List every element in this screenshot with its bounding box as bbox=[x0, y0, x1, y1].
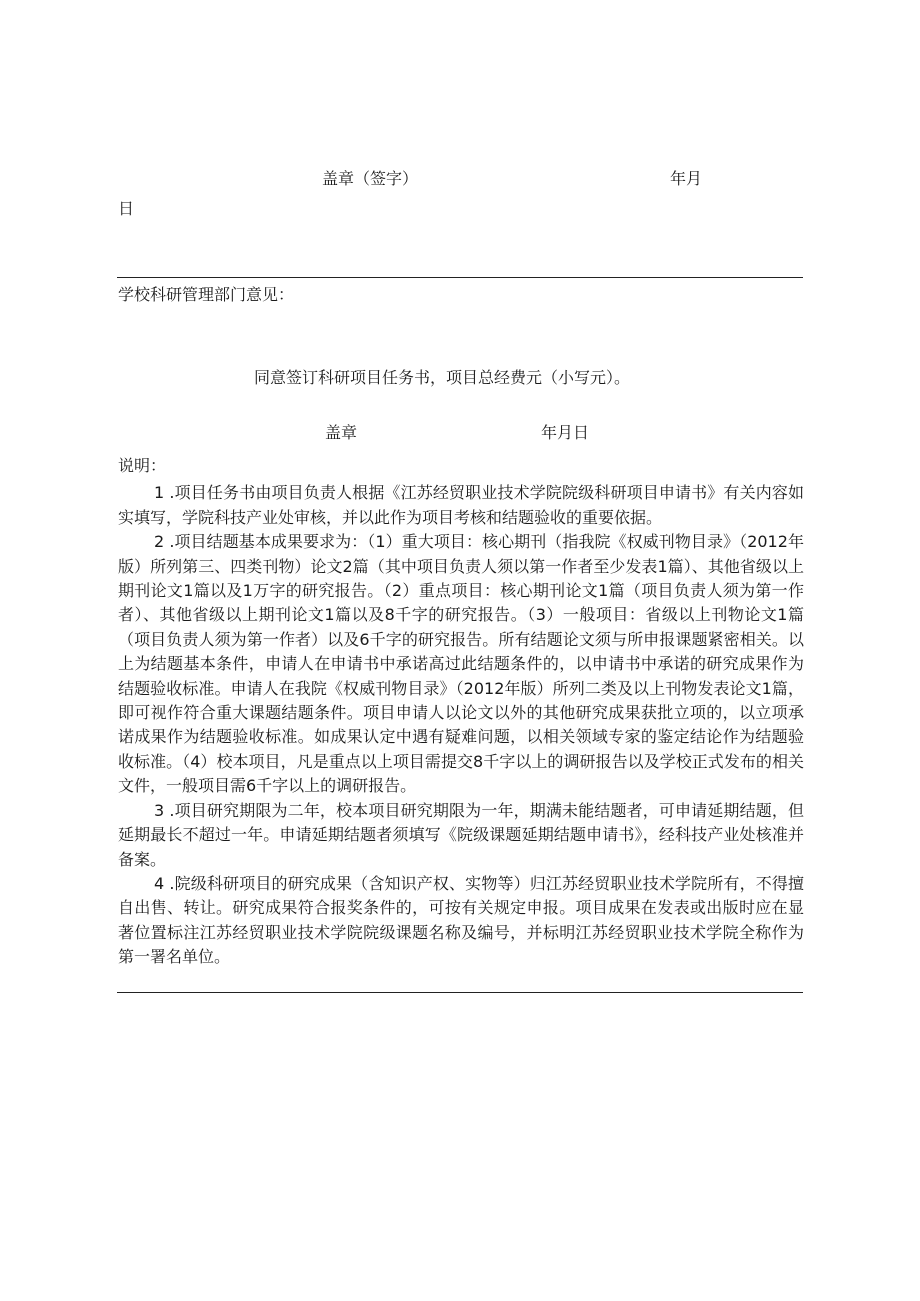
divider-bottom bbox=[117, 992, 803, 993]
agreement-statement: 同意签订科研项目任务书，项目总经费元（小写元）。 bbox=[254, 368, 631, 387]
year-month-label: 年月 bbox=[670, 169, 703, 188]
divider-top bbox=[117, 277, 803, 278]
note-item-2: 2 .项目结题基本成果要求为：（1）重大项目：核心期刊（指我院《权威刊物目录》（2012年版）所列第三、四类刊物）论文2篇（其中项目负责人须以第一作者至少发表1篇）、其他省级以上期刊论文1篇以及1万字的研究报告。（2）重点项目：核心期刊论文1篇（项目负责人须为第一作者）、其他省级以上期刊论文1篇以及8千字的研究报告。（3）一般项目：省级以上刊物论文1篇（项目负责人须为第一作者）以及6千字的研究报告。所有结题论文须与所申报课题紧密相关。以上为结题基本条件，申请人在申请书中承诺高过此结题条件的，以申请书中承诺的研究成果作为结题验收标准。申请人在我院《权威刊物目录》（2012年版）所列二类及以上刊物发表论文1篇，即可视作符合重大课题结题条件。项目申请人以论文以外的其他研究成果获批立项的，以立项承诺成果作为结题验收标准。如成果认定中遇有疑难问题，以相关领域专家的鉴定结论作为结题验收标准。（4）校本项目，凡是重点以上项目需提交8千字以上的调研报告以及学校正式发布的相关文件，一般项目需6千字以上的调研报告。 bbox=[118, 532, 804, 796]
note-item-3: 3 .项目研究期限为二年，校本项目研究期限为一年，期满未能结题者，可申请延期结题，但延期最长不超过一年。申请延期结题者须填写《院级课题延期结题申请书》，经科技产业处核准并备案。 bbox=[118, 800, 804, 869]
note-item-4: 4 .院级科研项目的研究成果（含知识产权、实物等）归江苏经贸职业技术学院所有，不得擅自出售、转让。研究成果符合报奖条件的，可按有关规定申报。项目成果在发表或出版时应在显著位置标注江苏经贸职业技术学院院级课题名称及编号，并标明江苏经贸职业技术学院全称作为第一署名单位。 bbox=[118, 873, 804, 967]
school-opinion-title: 学校科研管理部门意见： bbox=[118, 285, 295, 304]
seal-label: 盖章 bbox=[325, 423, 358, 442]
seal-signature-label: 盖章（签字） bbox=[322, 169, 419, 188]
date-label: 年月日 bbox=[541, 423, 590, 442]
note-item-1: 1 .项目任务书由项目负责人根据《江苏经贸职业技术学院院级科研项目申请书》有关内容如实填写，学院科技产业处审核，并以此作为项目考核和结题验收的重要依据。 bbox=[118, 483, 804, 527]
notes-heading: 说明： bbox=[118, 456, 167, 475]
notes-section bbox=[118, 454, 804, 970]
day-label: 日 bbox=[118, 199, 135, 218]
